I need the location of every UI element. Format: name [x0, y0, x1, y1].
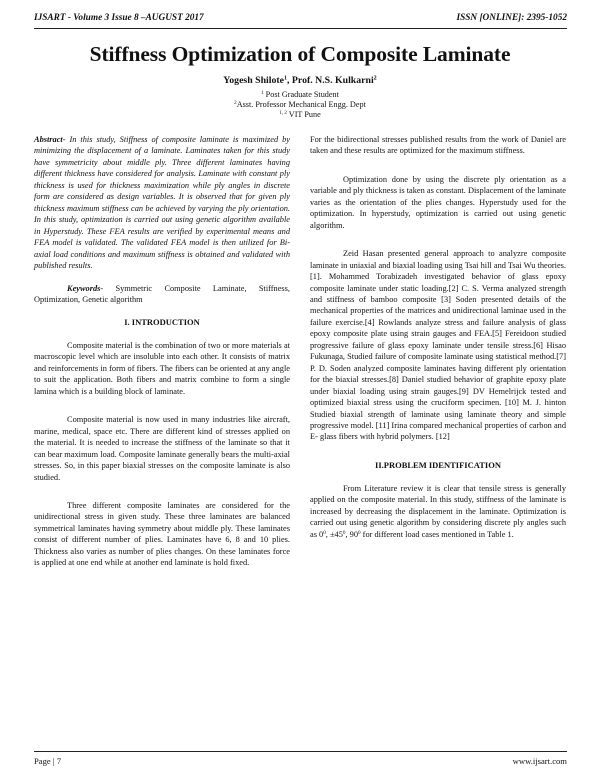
- footer-divider: [34, 751, 567, 752]
- keywords-label: Keywords: [67, 283, 101, 293]
- author-separator: ,: [287, 75, 292, 86]
- body-paragraph: Composite material is now used in many industries like aircraft, marine, medical, space etc. There are different kind of stresses applied on the material. It is needed to increase the stiffness of the laminate so that it can bear maximum load. Composite laminate generally bears the multi-axial stresses. So, in this paper biaxial stresses on the composite laminate is also studied.: [34, 415, 290, 482]
- body-paragraph: [310, 483, 566, 540]
- affiliation-superscript: 2: [234, 100, 237, 107]
- body-paragraph: Zeid Hasan presented general approach to analyzre composite laminate in uniaxial and biaxial loading using Tsai hill and Tsai Wu theories. [1]. Mohammed Torabizadeh investigated behavior of glass epoxy composite laminate under static loading.[2] C. S. Verma analyzed strength and stiffness of bamboo composite [3] Soden presented details of the mechanical properties of the matrices and unidirectional laminae used in the failure exercise.[4] Rowlands analyze stress and failure analysis of glass epoxy composite plate using strain gauges and FEA.[5] Fereidoon studied progressive failure of glass epoxy laminate under tensile stress.[6] Hisao Fukunaga, Studied failure of composite laminate using statistical method.[7] P. D. Soden analyzed composite laminates having different ply orientation for the biaxial stresses.[8] Daniel studied behavior of graphite epoxy plate under biaxial loading using strain gauges.[9] DV Hemelrijck tested and optimized biaxial stress using the cruciform specimen. [10] M. J. hinton Studied biaxial strength of laminate using laminate theory and simple progressive model. [11] Irina compared mechanical properties of carbon and E- glass fibers with hybrid polymers. [12]: [310, 249, 566, 442]
- keywords-paragraph: [34, 283, 290, 306]
- author-name: Yogesh Shilote: [223, 75, 284, 86]
- body-paragraph: For the bidirectional stresses published results from the work of Daniel are taken and these results are optimized for the maximum stiffness.: [310, 135, 566, 156]
- affiliation: [0, 100, 600, 109]
- section-heading-introduction: I. INTRODUCTION: [124, 317, 200, 328]
- degree-superscript: 0: [358, 529, 361, 536]
- affiliation: [0, 110, 600, 119]
- section-heading-problem-identification: II.PROBLEM IDENTIFICATION: [375, 459, 501, 470]
- angle-value: , ±45: [325, 529, 343, 539]
- affiliation-text: Asst. Professor Mechanical Engg. Dept: [236, 100, 366, 109]
- header-divider: [34, 28, 567, 29]
- affiliation-text: Post Graduate Student: [263, 90, 339, 99]
- paragraph-text: for different load cases mentioned in Table 1.: [360, 529, 514, 539]
- paper-title: Stiffness Optimization of Composite Laminate: [89, 42, 511, 66]
- right-column: [310, 134, 566, 540]
- affiliation-superscript: 1, 2: [279, 110, 287, 117]
- affiliation: [0, 90, 600, 99]
- paragraph-text: From Literature review it is clear that tensile stress is generally applied on the composite material. In this study, stiffness of the laminate is increased by decreasing the displacement in the laminate. Optimization is carried out using genetic algorithm by considering discrete ply angles such as: [310, 483, 566, 539]
- author-superscript: 2: [373, 75, 377, 82]
- degree-superscript: 0: [342, 529, 346, 536]
- abstract-label: Abstract-: [34, 135, 66, 144]
- author-superscript: 1: [283, 75, 288, 82]
- journal-header: IJSART - Volume 3 Issue 8 –AUGUST 2017: [34, 13, 204, 23]
- affiliation-text: VIT Pune: [288, 110, 321, 119]
- abstract-paragraph: [34, 134, 290, 271]
- author-line: [0, 75, 600, 86]
- body-paragraph: Composite material is the combination of two or more materials at macroscopic level which are insoluble into each other. It consists of matrix and reinforcements in form of fibers. The fibers can be oriented at any angle to suit the application. Both fibers and matrix combine to form a single lamina which is a building block of laminate.: [34, 340, 290, 396]
- angle-value: 0: [319, 529, 324, 539]
- journal-url[interactable]: www.ijsart.com: [512, 756, 567, 766]
- keywords-text: - Symmetric Composite Laminate, Stiffness, Optimization, Genetic algorithm: [34, 283, 290, 305]
- affiliation-superscript: 1: [261, 90, 264, 97]
- angle-value: , 90: [345, 529, 358, 539]
- degree-superscript: 0: [323, 529, 326, 536]
- body-paragraph: Three different composite laminates are considered for the unidirectional stress in given study. These three laminates are balanced symmetrical laminates having symmetry about middle ply. These laminates consist of different number of plies. Laminates have 6, 8 and 10 plies. Thickness also varies as number of plies changes. On these laminates force is applied at one end while at another end laminate is hold fixed.: [34, 500, 290, 568]
- issn-header: ISSN [ONLINE]: 2395-1052: [456, 13, 567, 23]
- body-paragraph: Optimization done by using the discrete ply orientation as a variable and ply thickness is taken as constant. Displacement of the laminate varies as the orientation of the plies changes. Hyperstudy used for the optimization. In hyperstudy, optimization is carried out using genetic algorithm.: [310, 174, 566, 230]
- page-number: Page | 7: [34, 756, 62, 766]
- author-name: Prof. N.S. Kulkarni: [291, 75, 374, 86]
- left-column: [34, 134, 290, 569]
- abstract-text: In this study, Stiffness of composite laminate is maximized by minimizing the displacement of a laminate. Laminates taken for this study have symmetricity about middle ply. Three different laminates having different thickness have considered for analysis. Laminate with constant ply thickness is used for thickness maximization while ply angles in discrete form are considered as design variables. It is observed that for given ply thickness maximum stiffness can be achieved by varying the ply orientation. In this study, optimization is carried out using genetic algorithm available in Hyperstudy. These FEA results are verified by experimental means and FEA model is validated. The validated FEA model is then utilized for Bi-axial load conditions and maximum stiffness is obtained and validated with published results.: [34, 135, 290, 270]
